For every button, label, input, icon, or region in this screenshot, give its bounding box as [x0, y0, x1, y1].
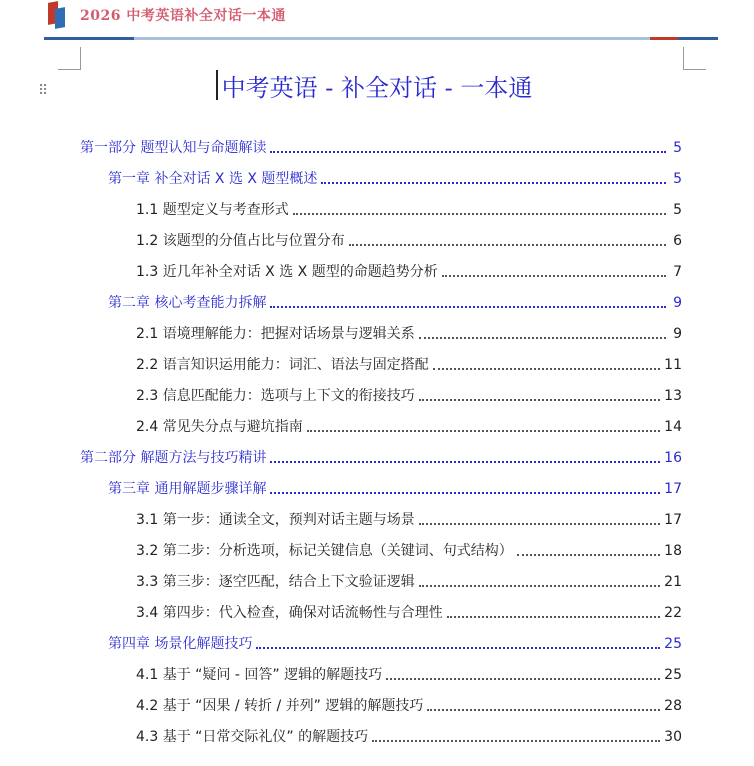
toc-entry-label: 3.3 第三步：逐空匹配，结合上下文验证逻辑	[136, 574, 415, 590]
toc-entry-label: 3.2 第二步：分析选项，标记关键信息（关键词、句式结构）	[136, 543, 513, 559]
toc-entry-label: 2.1 语境理解能力：把握对话场景与逻辑关系	[136, 326, 415, 342]
header-rule	[44, 37, 718, 40]
toc-entry[interactable]	[108, 634, 682, 654]
toc-dot-leader	[442, 275, 666, 277]
toc-entry[interactable]	[136, 386, 682, 406]
toc-dot-leader	[293, 213, 666, 215]
toc-dot-leader	[419, 337, 666, 339]
toc-entry-page-number: 30	[664, 729, 682, 745]
toc-dot-leader	[270, 492, 660, 494]
toc-entry-label: 第二部分 解题方法与技巧精讲	[80, 450, 267, 466]
toc-entry-label: 第三章 通用解题步骤详解	[108, 481, 267, 497]
toc-dot-leader	[372, 740, 660, 742]
toc-entry[interactable]	[136, 572, 682, 592]
toc-entry-page-number: 18	[664, 543, 682, 559]
toc-entry-label: 2.4 常见失分点与避坑指南	[136, 419, 303, 435]
toc-entry-page-number: 13	[664, 388, 682, 404]
toc-dot-leader	[270, 151, 666, 153]
toc-dot-leader	[349, 244, 666, 246]
toc-entry-label: 1.2 该题型的分值占比与位置分布	[136, 233, 345, 249]
margin-corner-mark-left	[58, 47, 81, 70]
toc-entry-page-number: 17	[664, 512, 682, 528]
document-title[interactable]: 中考英语 - 补全对话 - 一本通	[221, 74, 533, 102]
toc-entry[interactable]	[136, 324, 682, 344]
toc-entry-page-number: 5	[673, 171, 682, 187]
toc-entry-page-number: 7	[673, 264, 682, 280]
toc-entry[interactable]	[80, 138, 682, 158]
toc-entry-label: 第一部分 题型认知与命题解读	[80, 140, 267, 156]
toc-dot-leader	[419, 399, 660, 401]
toc-entry-label: 4.3 基于 “日常交际礼仪” 的解题技巧	[136, 729, 369, 745]
header-rule-accent-red	[650, 37, 678, 40]
toc-dot-leader	[270, 461, 660, 463]
toc-entry[interactable]	[108, 169, 682, 189]
toc-entry[interactable]	[136, 355, 682, 375]
toc-entry-page-number: 21	[664, 574, 682, 590]
toc-entry-page-number: 25	[664, 667, 682, 683]
toc-entry-page-number: 5	[673, 140, 682, 156]
toc-entry-label: 2.3 信息匹配能力：选项与上下文的衔接技巧	[136, 388, 415, 404]
toc-entry-page-number: 14	[664, 419, 682, 435]
margin-corner-mark-right	[683, 47, 706, 70]
toc-entry-page-number: 9	[673, 295, 682, 311]
toc-dot-leader	[433, 368, 660, 370]
page-header	[0, 0, 754, 40]
toc-entry-label: 2.2 语言知识运用能力：词汇、语法与固定搭配	[136, 357, 429, 373]
toc-dot-leader	[386, 678, 660, 680]
toc-entry-page-number: 9	[673, 326, 682, 342]
toc-entry-page-number: 11	[664, 357, 682, 373]
toc-dot-leader	[307, 430, 660, 432]
toc-entry-page-number: 17	[664, 481, 682, 497]
toc-entry-label: 1.3 近几年补全对话 X 选 X 题型的命题趋势分析	[136, 264, 438, 280]
toc-entry[interactable]	[136, 727, 682, 747]
toc-entry-page-number: 28	[664, 698, 682, 714]
toc-entry-page-number: 6	[673, 233, 682, 249]
toc-entry[interactable]	[136, 665, 682, 685]
toc-entry-page-number: 16	[664, 450, 682, 466]
toc-entry[interactable]	[108, 293, 682, 313]
drag-handle-icon[interactable]: ⠿	[38, 83, 49, 99]
toc-dot-leader	[517, 554, 660, 556]
toc-entry[interactable]	[136, 417, 682, 437]
toc-entry[interactable]	[136, 603, 682, 623]
toc-dot-leader	[419, 585, 660, 587]
toc-entry-label: 4.1 基于 “疑问 - 回答” 逻辑的解题技巧	[136, 667, 383, 683]
header-rule-accent-right	[678, 37, 718, 40]
toc-entry-page-number: 22	[664, 605, 682, 621]
toc-entry-label: 3.4 第四步：代入检查，确保对话流畅性与合理性	[136, 605, 443, 621]
toc-entry-label: 4.2 基于 “因果 / 转折 / 并列” 逻辑的解题技巧	[136, 698, 424, 714]
toc-dot-leader	[447, 616, 660, 618]
toc-entry[interactable]	[108, 479, 682, 499]
toc-entry-label: 第二章 核心考查能力拆解	[108, 295, 267, 311]
logo-icon	[48, 2, 66, 28]
toc-entry[interactable]	[136, 200, 682, 220]
text-cursor	[216, 70, 218, 100]
toc-entry-label: 1.1 题型定义与考查形式	[136, 202, 289, 218]
toc-entry-label: 第四章 场景化解题技巧	[108, 636, 253, 652]
toc-entry[interactable]	[136, 541, 682, 561]
toc-entry[interactable]	[136, 696, 682, 716]
toc-dot-leader	[427, 709, 660, 711]
toc-entry[interactable]	[136, 231, 682, 251]
header-rule-accent-left	[44, 37, 134, 40]
toc-entry[interactable]	[80, 448, 682, 468]
toc-entry-label: 第一章 补全对话 X 选 X 题型概述	[108, 171, 318, 187]
toc-entry[interactable]	[136, 262, 682, 282]
toc-dot-leader	[419, 523, 660, 525]
toc-dot-leader	[256, 647, 660, 649]
toc-dot-leader	[270, 306, 666, 308]
toc-entry-page-number: 5	[673, 202, 682, 218]
toc-entry-page-number: 25	[664, 636, 682, 652]
toc-entry[interactable]	[136, 510, 682, 530]
toc-entry-label: 3.1 第一步：通读全文，预判对话主题与场景	[136, 512, 415, 528]
toc-dot-leader	[321, 182, 666, 184]
header-title: 2026 中考英语补全对话一本通	[80, 8, 286, 24]
